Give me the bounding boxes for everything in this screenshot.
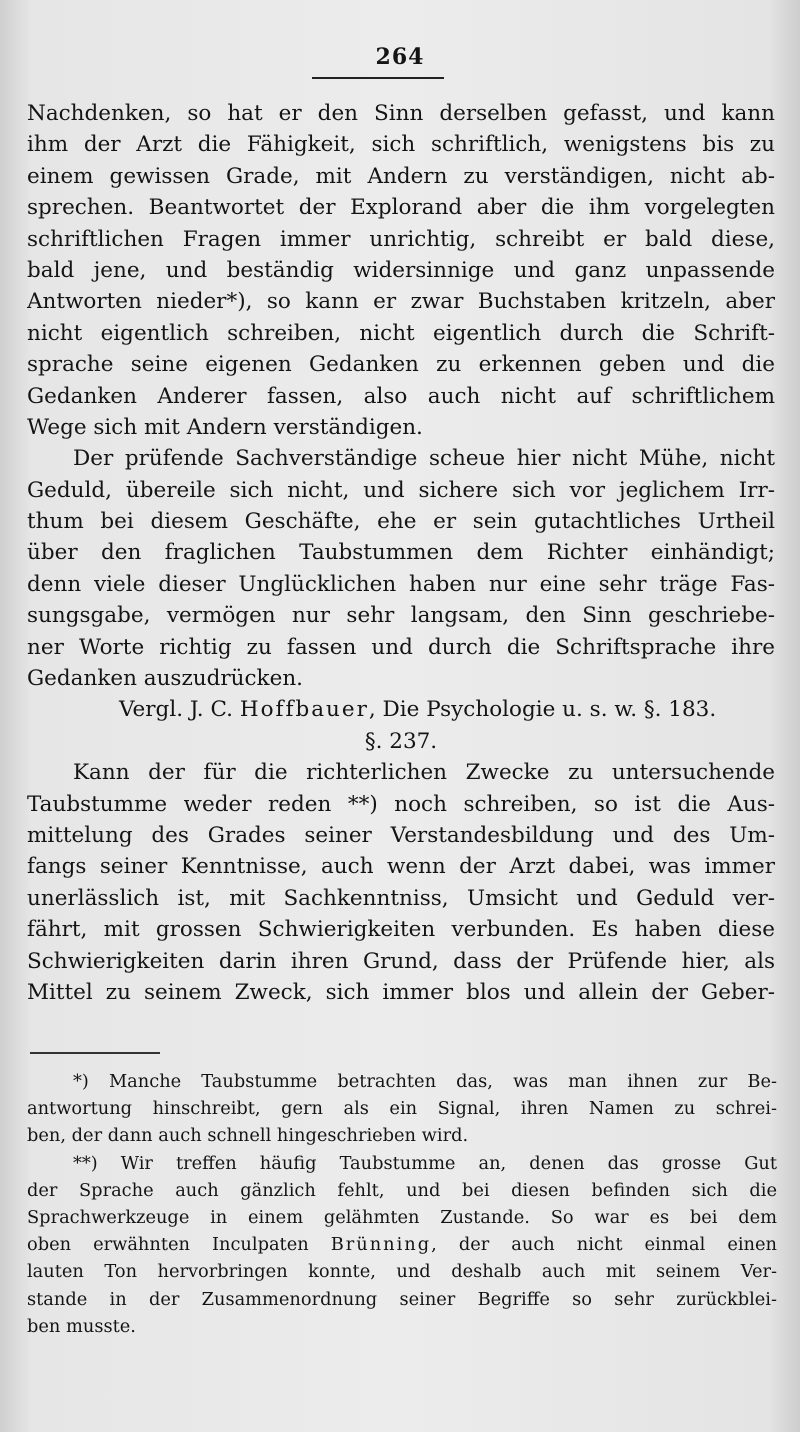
footnote-text: oben erwähnten Inculpaten: [27, 1234, 331, 1256]
reference-author: Hoffbauer: [239, 697, 369, 723]
footnote-line: [27, 1231, 777, 1258]
paragraph-2: [27, 443, 775, 694]
paragraph-1: [27, 98, 775, 443]
text-line: Nachdenken, so hat er den Sinn derselben gefasst, und kann: [27, 101, 775, 126]
text-line: Taubstumme weder reden **) noch schreiben, so ist die Aus-: [27, 791, 775, 817]
footnotes: [27, 1068, 777, 1340]
text-line: sungsgabe, vermögen nur sehr langsam, den Sinn geschriebe-: [27, 603, 775, 629]
page-number: 264: [375, 44, 425, 70]
text-line: über den fraglichen Taubstummen dem Richter einhändigt;: [27, 540, 775, 566]
footnote-rule: [30, 1052, 160, 1054]
text-line: Gedanken auszudrücken.: [27, 666, 303, 692]
text-line: schriftlichen Fragen immer unrichtig, schreibt er bald diese,: [27, 226, 775, 252]
footnote-line: antwortung hinschreibt, gern als ein Signal, ihren Namen zu schrei-: [27, 1098, 777, 1120]
footnote-line: stande in der Zusammenordnung seiner Begriffe so sehr zurückblei-: [27, 1288, 777, 1310]
text-line: einem gewissen Grade, mit Andern zu verständigen, nicht ab-: [27, 163, 775, 189]
text-line: Geduld, übereile sich nicht, und sichere sich vor jeglichem Irr-: [27, 477, 775, 503]
footnote-text: , der auch nicht einmal einen: [431, 1234, 777, 1256]
section-heading: §. 237.: [364, 728, 438, 754]
text-line: unerlässlich ist, mit Sachkenntniss, Umsicht und Geduld ver-: [27, 885, 775, 911]
text-line: Mittel zu seinem Zweck, sich immer blos und allein der Geber-: [27, 979, 775, 1005]
footnote-line: lauten Ton hervorbringen konnte, und deshalb auch mit seinem Ver-: [27, 1261, 777, 1283]
reference-line: [27, 694, 775, 725]
text-line: thum bei diesem Geschäfte, ehe er sein gutachtliches Urtheil: [27, 509, 775, 535]
footnote-line: Sprachwerkzeuge in einem gelähmten Zustande. So war es bei dem: [27, 1206, 777, 1228]
reference-suffix: , Die Psychologie u. s. w. §. 183.: [368, 697, 717, 723]
text-line: Schwierigkeiten darin ihren Grund, dass der Prüfende hier, als: [27, 948, 775, 974]
footnote-line: **) Wir treffen häufig Taubstumme an, denen das grosse Gut: [73, 1152, 777, 1174]
text-line: nicht eigentlich schreiben, nicht eigentlich durch die Schrift-: [27, 320, 775, 346]
footnote-line: der Sprache auch gänzlich fehlt, und bei diesen befinden sich die: [27, 1179, 777, 1201]
footnote-name: Brünning: [330, 1234, 432, 1256]
text-line: denn viele dieser Unglücklichen haben nur eine sehr träge Fas-: [27, 571, 775, 597]
text-line: Der prüfende Sachverständige scheue hier nicht Mühe, nicht: [73, 446, 775, 472]
text-line: ihm der Arzt die Fähigkeit, sich schriftlich, wenigstens bis zu: [27, 132, 775, 158]
footnote-2: [27, 1150, 777, 1340]
text-line: sprechen. Beantwortet der Explorand aber die ihm vorgelegten: [27, 195, 775, 221]
text-line: ner Worte richtig zu fassen und durch die Schriftsprache ihre: [27, 634, 775, 660]
text-line: bald jene, und beständig widersinnige und ganz unpassende: [27, 257, 775, 283]
header-rule: [312, 77, 444, 79]
text-line: Wege sich mit Andern verständigen.: [27, 414, 423, 440]
footnote-line: *) Manche Taubstumme betrachten das, was man ihnen zur Be-: [73, 1071, 777, 1092]
text-line: mittelung des Grades seiner Verstandesbildung und des Um-: [27, 822, 775, 848]
footnote-1: [27, 1068, 777, 1150]
footnote-line: ben, der dann auch schnell hingeschrieben wird.: [27, 1125, 469, 1147]
text-line: sprache seine eigenen Gedanken zu erkennen geben und die: [27, 352, 775, 378]
text-line: Antworten nieder*), so kann er zwar Buchstaben kritzeln, aber: [27, 289, 775, 315]
text-line: fangs seiner Kenntnisse, auch wenn der Arzt dabei, was immer: [27, 854, 775, 880]
text-line: Gedanken Anderer fassen, also auch nicht auf schriftlichem: [27, 383, 775, 409]
text-line: Kann der für die richterlichen Zwecke zu untersuchende: [73, 760, 775, 786]
body-text: [27, 98, 775, 1008]
text-line: fährt, mit grossen Schwierigkeiten verbunden. Es haben diese: [27, 917, 775, 943]
reference-prefix: Vergl. J. C.: [119, 697, 240, 723]
paragraph-3: [27, 757, 775, 1008]
footnote-line: ben musste.: [27, 1315, 136, 1337]
